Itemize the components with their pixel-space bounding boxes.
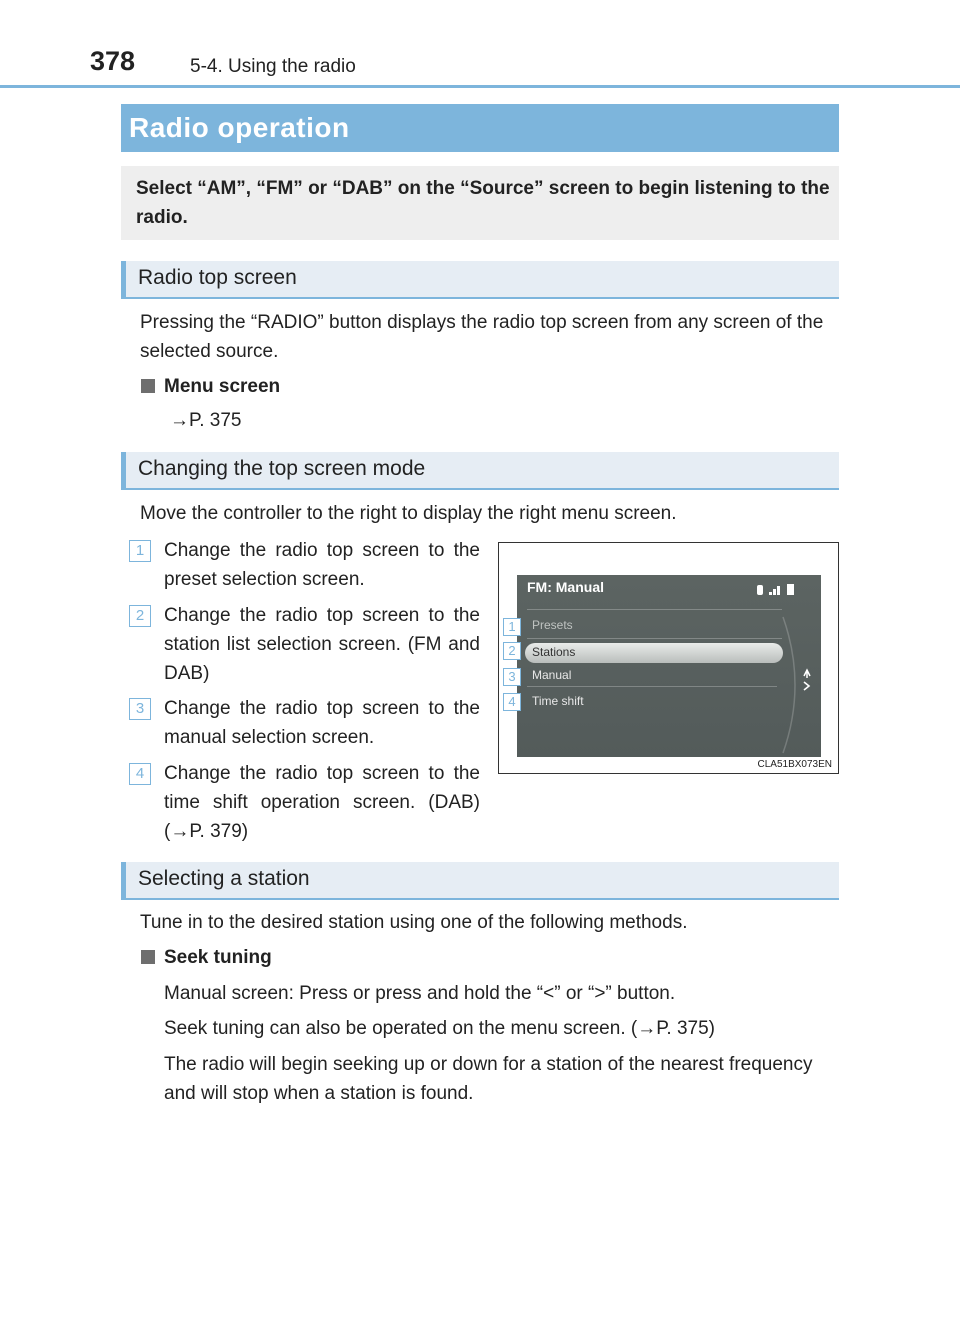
callout-1: 1 bbox=[503, 618, 521, 636]
square-bullet-icon bbox=[141, 379, 155, 393]
menu-divider bbox=[527, 686, 777, 687]
section-heading-station bbox=[121, 862, 839, 900]
station-text: Tune in to the desired station using one of the following methods. bbox=[140, 912, 688, 933]
menu-divider bbox=[527, 609, 782, 610]
menu-item-time-shift: Time shift bbox=[532, 694, 584, 708]
section-heading-text: Radio top screen bbox=[138, 266, 297, 289]
scroll-arc bbox=[779, 615, 809, 755]
menu-screen-ref-link[interactable]: →P. 375 bbox=[170, 410, 242, 431]
radio-display bbox=[517, 575, 821, 757]
callout-3: 3 bbox=[503, 668, 521, 686]
screen-title: FM: Manual bbox=[527, 579, 604, 595]
item-number-2: 2 bbox=[129, 605, 151, 627]
seek-line-1: Manual screen: Press or press and hold the “<” or “>” button. bbox=[164, 983, 676, 1004]
seek-line-2: Seek tuning can also be operated on the menu screen. (→P. 375) bbox=[164, 1018, 716, 1039]
square-bullet-icon bbox=[141, 950, 155, 964]
menu-item-stations: Stations bbox=[532, 645, 576, 659]
figure-code: CLA51BX073EN bbox=[757, 759, 832, 770]
top-screen-text: Pressing the “RADIO” button displays the radio top screen from any screen of the selected source. bbox=[140, 312, 824, 362]
mode-text: Move the controller to the right to display the right menu screen. bbox=[140, 503, 677, 524]
page-header bbox=[0, 0, 960, 90]
seek-line-3: The radio will begin seeking up or down for a station of the nearest frequency and will stop when a station is found. bbox=[164, 1054, 813, 1104]
intro-box bbox=[121, 166, 839, 240]
mode-item-1-text: Change the radio top screen to the preset selection screen. bbox=[164, 540, 480, 590]
callout-2: 2 bbox=[503, 642, 521, 660]
callout-4: 4 bbox=[503, 693, 521, 711]
mode-item-4-text: Change the radio top screen to the time shift operation screen. (DAB) (→P. 379) bbox=[164, 763, 480, 842]
page-number: 378 bbox=[90, 46, 136, 76]
mode-item-3-text: Change the radio top screen to the manual selection screen. bbox=[164, 698, 480, 748]
page-title-bar bbox=[121, 104, 839, 152]
menu-item-presets: Presets bbox=[532, 618, 573, 632]
radio-screen-figure bbox=[498, 542, 839, 774]
intro-text: Select “AM”, “FM” or “DAB” on the “Source” screen to begin listening to the radio. bbox=[136, 178, 830, 228]
item-number-3: 3 bbox=[129, 698, 151, 720]
menu-screen-heading: Menu screen bbox=[164, 376, 281, 397]
menu-item-manual: Manual bbox=[532, 668, 572, 682]
section-heading-mode bbox=[121, 452, 839, 490]
menu-divider bbox=[527, 638, 782, 639]
section-heading-top-screen bbox=[121, 261, 839, 299]
item-number-1: 1 bbox=[129, 540, 151, 562]
mode-item-2-text: Change the radio top screen to the station list selection screen. (FM and DAB) bbox=[164, 605, 480, 684]
seek-tuning-heading: Seek tuning bbox=[164, 947, 272, 968]
item-number-4: 4 bbox=[129, 763, 151, 785]
chapter-title: 5-4. Using the radio bbox=[190, 56, 356, 77]
page-title: Radio operation bbox=[129, 112, 350, 143]
signal-status-icon bbox=[757, 582, 809, 596]
section-heading-text: Selecting a station bbox=[138, 867, 310, 890]
header-divider bbox=[0, 85, 960, 88]
section-heading-text: Changing the top screen mode bbox=[138, 457, 426, 480]
